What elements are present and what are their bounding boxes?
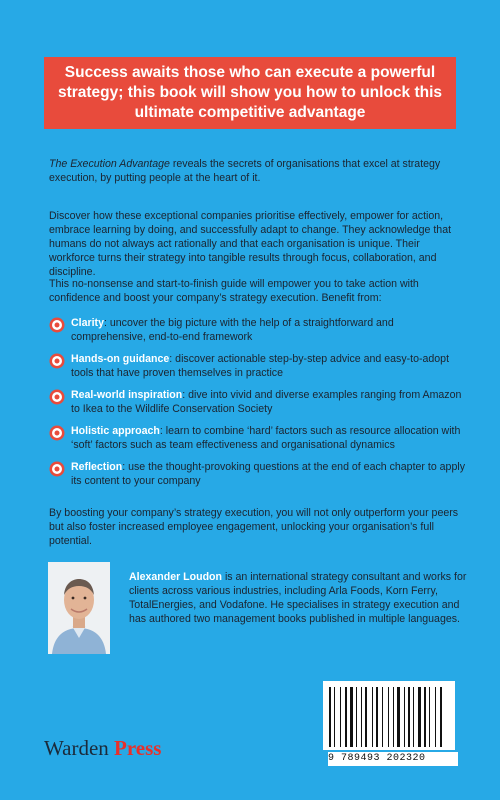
intro-paragraph <box>49 157 461 185</box>
author-bio <box>129 570 469 626</box>
benefit-intro-paragraph: This no-nonsense and start-to-finish guide will empower you to take action with confidence and boost your company’s strategy execution. Benefit from: <box>49 278 419 304</box>
list-item <box>49 460 469 488</box>
barcode-icon <box>323 681 455 750</box>
benefit-key: Holistic approach <box>71 425 160 437</box>
benefit-key: Reflection <box>71 461 123 473</box>
closing-paragraph: By boosting your company’s strategy execution, you will not only outperform your peers but also foster increased employee engagement, unlocking your organisation’s full potential. <box>49 507 459 547</box>
author-name: Alexander Loudon <box>129 571 222 583</box>
author-portrait-icon <box>48 562 110 654</box>
list-item <box>49 388 469 416</box>
author-bio-text: is an international strategy consultant and works for clients across various industries, including Arla Foods, Korn Ferry, TotalEnergies, and Vodafone. He specialises in strategy execution and has authored two management books published in multiple languages. <box>129 571 467 625</box>
target-icon <box>49 353 65 369</box>
benefit-text: : use the thought-provoking questions at the end of each chapter to apply its content to your company <box>71 461 465 487</box>
target-icon <box>49 389 65 405</box>
description-paragraph: Discover how these exceptional companies prioritise effectively, empower for action, embrace learning by doing, and successfully adapt to change. They acknowledge that humans do not always act rationally and that each organisation is unique. Their workforce turns their strategy into tangible results through focus, collaboration, and discipline. <box>49 210 452 278</box>
benefit-text: : learn to combine ‘hard’ factors such as resource allocation with ‘soft’ factors such as team effectiveness and organisational dynamics <box>71 425 461 451</box>
benefit-key: Hands-on guidance <box>71 353 170 365</box>
headline-text: Success awaits those who can execute a powerful strategy; this book will show you how to unlock this ultimate competitive advantage <box>57 64 443 121</box>
publisher-name: Warden <box>44 736 109 760</box>
target-icon <box>49 317 65 333</box>
headline-banner <box>44 57 456 129</box>
list-item <box>49 316 469 344</box>
book-title: The Execution Advantage <box>49 158 170 170</box>
publisher-logo <box>44 736 161 761</box>
list-item <box>49 424 469 452</box>
barcode <box>323 681 455 750</box>
publisher-press: Press <box>114 736 162 760</box>
list-item <box>49 352 469 380</box>
barcode-digits: 9 789493 202320 <box>328 752 458 766</box>
benefit-key: Clarity <box>71 317 104 329</box>
benefit-text: : dive into vivid and diverse examples ranging from Amazon to Ikea to the Wildlife Conservation Society <box>71 389 462 415</box>
benefit-text: : discover actionable step-by-step advice and easy-to-adopt tools that have proven themselves in practice <box>71 353 450 379</box>
target-icon <box>49 461 65 477</box>
benefit-key: Real-world inspiration <box>71 389 183 401</box>
benefits-list <box>49 316 469 496</box>
benefit-text: : uncover the big picture with the help of a straightforward and comprehensive, end-to-end framework <box>71 317 394 343</box>
author-photo <box>48 562 110 654</box>
intro-text: reveals the secrets of organisations that excel at strategy execution, by putting people at the heart of it. <box>49 158 441 184</box>
target-icon <box>49 425 65 441</box>
